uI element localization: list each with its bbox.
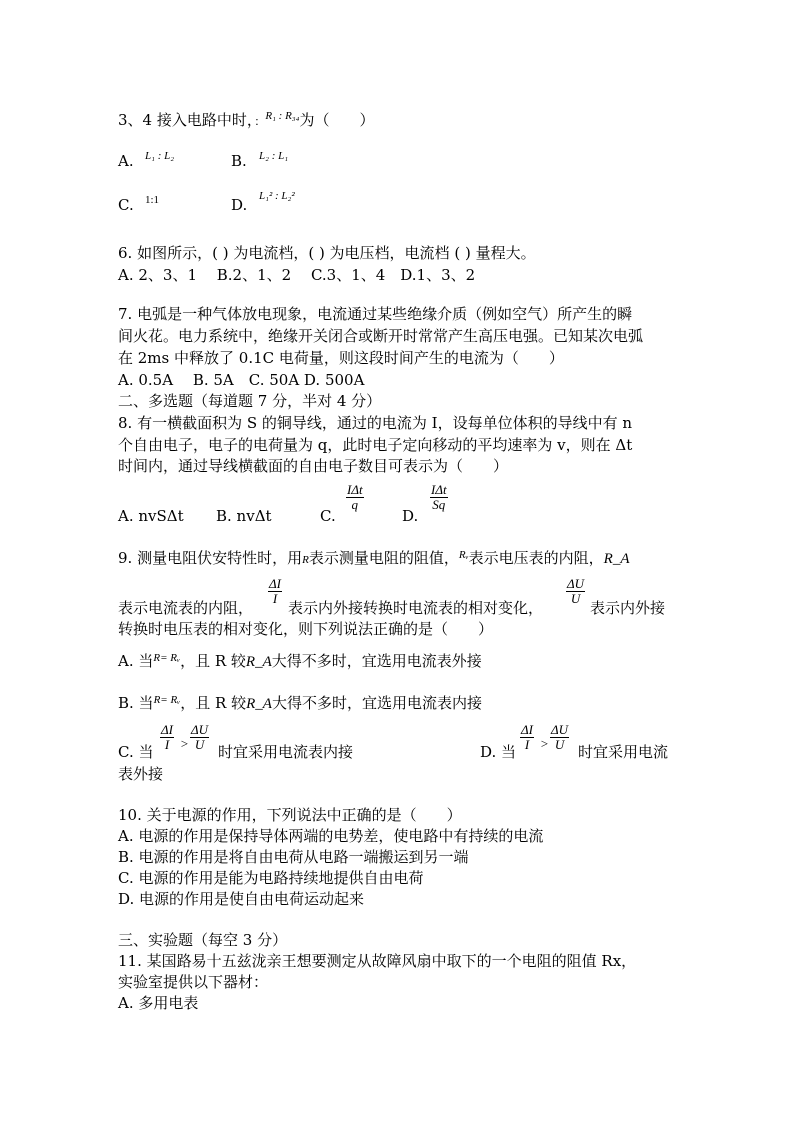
q11-option-a: A. 多用电表 bbox=[118, 994, 199, 1012]
q3-d-label: D. bbox=[231, 196, 248, 214]
fraction-numerator: ΔU bbox=[567, 576, 585, 591]
q9-c-fraction-1 bbox=[160, 723, 174, 752]
q7-line-1: 7. 电弧是一种气体放电现象，电流通过某些绝缘介质（例如空气）所产生的瞬 bbox=[118, 305, 633, 323]
q3-c-formula: 1:1 bbox=[145, 194, 160, 206]
q9-a-equation: R= Rᵥ bbox=[153, 652, 181, 664]
q11-line-1: 11. 某国路易十五兹泷亲王想要测定从故障风扇中取下的一个电阻的阻值 Rx， bbox=[118, 952, 637, 970]
q3-b-label: B. bbox=[231, 152, 247, 170]
q7-line-3: 在 2ms 中释放了 0.1C 电荷量，则这段时间产生的电流为（ ） bbox=[118, 349, 564, 367]
fraction-denominator: U bbox=[554, 737, 565, 752]
fraction-denominator: U bbox=[194, 737, 205, 752]
q9-option-d-text: 时宜采用电流 bbox=[578, 743, 669, 761]
q10-option-a: A. 电源的作用是保持导体两端的电势差，使电路中有持续的电流 bbox=[118, 827, 544, 845]
q9-b-ra-symbol: R_A bbox=[246, 696, 272, 712]
q3-option-a bbox=[118, 151, 134, 171]
q9-a-text: 大得不多时，宜选用电流表外接 bbox=[271, 652, 482, 670]
q9-line-2b: 表示内外接转换时电流表的相对变化， bbox=[288, 599, 544, 617]
q6-options: A. 2、3、1 B.2、1、2 C.3、1、4 D.1、3、2 bbox=[118, 266, 476, 284]
q3-stem-end: 为（ ） bbox=[299, 111, 375, 129]
q9-r-symbol: R bbox=[302, 554, 309, 566]
q9-voltage-ratio-fraction bbox=[566, 577, 585, 606]
q9-a-ra-symbol: R_A bbox=[245, 654, 272, 670]
q8-line-2: 个自由电子，电子的电荷量为 q，此时电子定向移动的平均速率为 v，则在 Δt bbox=[118, 436, 633, 454]
fraction-denominator: U bbox=[570, 591, 581, 606]
q3-option-d bbox=[231, 195, 247, 215]
q3-b-formula: L₂ : L₁ bbox=[259, 150, 289, 162]
q9-ra-symbol: R_A bbox=[603, 551, 630, 567]
q9-c-greater-than: > bbox=[180, 736, 189, 751]
q8-option-d-fraction bbox=[430, 483, 448, 512]
fraction-denominator: I bbox=[164, 737, 170, 752]
q10-stem: 10. 关于电源的作用，下列说法中正确的是（ ） bbox=[118, 806, 462, 824]
q10-option-c: C. 电源的作用是能为电路持续地提供自由电荷 bbox=[118, 869, 424, 887]
q8-option-a: A. nvSΔt bbox=[118, 507, 184, 525]
q9-line-2a: 表示电流表的内阻， bbox=[118, 599, 254, 617]
q9-option-a bbox=[118, 651, 482, 673]
q10-option-b: B. 电源的作用是将自由电荷从电路一端搬运到另一端 bbox=[118, 848, 469, 866]
q9-a-text: ，且 R 较 bbox=[180, 652, 246, 670]
q9-option-c-label: C. 当 bbox=[118, 743, 154, 761]
q10-option-d: D. 电源的作用是使自由电荷运动起来 bbox=[118, 890, 365, 908]
fraction-denominator: Sq bbox=[432, 497, 446, 512]
fraction-numerator: ΔI bbox=[161, 722, 173, 737]
q8-option-b: B. nvΔt bbox=[216, 507, 272, 525]
fraction-denominator: I bbox=[524, 737, 530, 752]
q9-option-c-text: 时宜采用电流表内接 bbox=[218, 743, 354, 761]
fraction-numerator: IΔt bbox=[347, 482, 363, 497]
fraction-numerator: ΔI bbox=[269, 576, 281, 591]
q9-option-b bbox=[118, 693, 482, 715]
q11-line-2: 实验室提供以下器材： bbox=[118, 973, 269, 991]
fraction-numerator: ΔU bbox=[191, 722, 209, 737]
q8-line-1: 8. 有一横截面积为 S 的铜导线，通过的电流为 I，设每单位体积的导线中有 n bbox=[118, 414, 633, 432]
q8-line-3: 时间内，通过导线横截面的自由电子数目可表示为（ ） bbox=[118, 457, 509, 475]
q3-c-label: C. bbox=[118, 196, 134, 214]
q6-stem: 6. 如图所示，( ) 为电流档，( ) 为电压档，电流档 ( ) 量程大。 bbox=[118, 244, 536, 262]
fraction-denominator: I bbox=[272, 591, 278, 606]
q9-d-greater-than: > bbox=[540, 736, 549, 751]
q9-rv-symbol: Rᵥ bbox=[458, 549, 469, 561]
q7-options: A. 0.5A B. 5A C. 50A D. 500A bbox=[118, 371, 365, 389]
fraction-numerator: ΔI bbox=[521, 722, 533, 737]
q9-b-text: 大得不多时，宜选用电流表内接 bbox=[271, 694, 482, 712]
section-heading-experiment: 三、实验题（每空 3 分） bbox=[118, 931, 288, 949]
q3-ratio-formula: R₁ : R₃₄ bbox=[265, 110, 300, 122]
q9-current-ratio-fraction bbox=[268, 577, 282, 606]
q9-text: 9. 测量电阻伏安特性时，用 bbox=[118, 549, 303, 567]
q9-b-text: ，且 R 较 bbox=[180, 694, 247, 712]
q9-a-text: A. 当 bbox=[118, 652, 154, 670]
fraction-numerator: ΔU bbox=[551, 722, 569, 737]
q3-stem bbox=[118, 110, 374, 132]
q9-line-3: 转换时电压表的相对变化，则下列说法正确的是（ ） bbox=[118, 620, 494, 638]
fraction-numerator: IΔt bbox=[431, 482, 447, 497]
q3-stem-text: 3、4 接入电路中时， bbox=[118, 111, 255, 129]
section-heading-multi-choice: 二、多选题（每道题 7 分，半对 4 分） bbox=[118, 392, 382, 410]
q9-line-1 bbox=[118, 548, 629, 570]
q3-colon: ： bbox=[254, 115, 266, 128]
q8-option-c-label: C. bbox=[320, 507, 336, 525]
q3-option-b bbox=[231, 151, 247, 171]
q9-d-fraction-2 bbox=[550, 723, 569, 752]
q3-d-formula: L₁² : L₂² bbox=[259, 190, 295, 202]
q9-d-fraction-1 bbox=[520, 723, 534, 752]
q3-a-formula: L₁ : L₂ bbox=[145, 150, 175, 162]
q9-b-equation: R= Rᵥ bbox=[153, 694, 181, 706]
q9-option-d-label: D. 当 bbox=[480, 743, 517, 761]
q8-option-d-label: D. bbox=[402, 507, 419, 525]
q7-line-2: 间火花。电力系统中，绝缘开关闭合或断开时常常产生高压电强。已知某次电弧 bbox=[118, 327, 644, 345]
q9-option-d-continued: 表外接 bbox=[118, 765, 164, 783]
q9-text: 表示测量电阻的阻值， bbox=[308, 549, 459, 567]
q8-option-c-fraction bbox=[346, 483, 364, 512]
fraction-denominator: q bbox=[351, 497, 359, 512]
q9-line-2c: 表示内外接 bbox=[590, 599, 666, 617]
q9-b-text: B. 当 bbox=[118, 694, 154, 712]
q3-option-c bbox=[118, 195, 134, 215]
q3-a-label: A. bbox=[118, 152, 134, 170]
q9-text: 表示电压表的内阻， bbox=[468, 549, 604, 567]
q9-c-fraction-2 bbox=[190, 723, 209, 752]
